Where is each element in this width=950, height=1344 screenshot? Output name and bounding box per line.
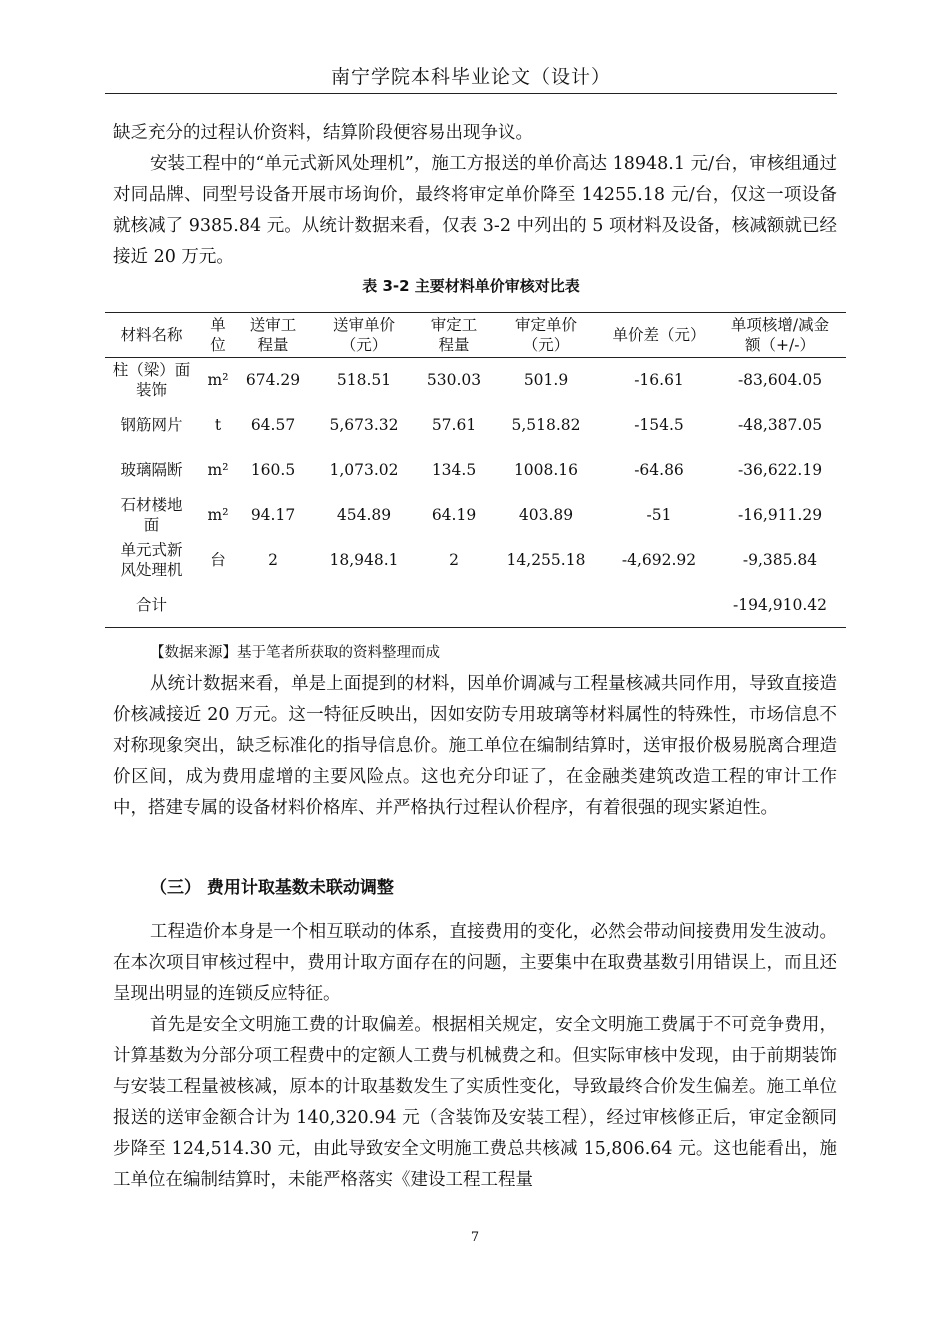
cell-unit: m² — [207, 506, 229, 524]
header-name: 材料名称 — [105, 313, 198, 358]
table-row — [105, 358, 846, 403]
cell-price-diff: -154.5 — [634, 416, 684, 434]
cell-price-diff: -51 — [646, 506, 672, 524]
table-row — [105, 448, 846, 493]
cell-approved-qty: 2 — [449, 551, 459, 569]
cell-approved-qty: 134.5 — [431, 461, 477, 479]
header-adjustment: 单项核增/减金 额（+/-） — [714, 313, 846, 358]
cell-submitted-qty: 2 — [268, 551, 278, 569]
cell-unit: t — [214, 416, 222, 434]
cell-name: 石材楼地 面 — [120, 496, 183, 534]
cell-name: 玻璃隔断 — [120, 461, 183, 479]
cell-name: 单元式新 风处理机 — [120, 541, 183, 579]
table-row — [105, 493, 846, 538]
cell-submitted-price: 1,073.02 — [329, 461, 399, 479]
cell-adjustment: -83,604.05 — [737, 371, 823, 390]
table-header-row — [105, 313, 846, 358]
cell-approved-price: 1008.16 — [513, 461, 579, 479]
cell-unit: 台 — [210, 551, 226, 569]
header-price-diff: 单价差（元） — [604, 313, 714, 358]
cell-submitted-qty: 94.17 — [250, 506, 296, 524]
cell-adjustment: -36,622.19 — [737, 461, 823, 479]
cell-adjustment: -9,385.84 — [742, 551, 818, 569]
page-number: 7 — [470, 1230, 480, 1245]
table-row — [105, 403, 846, 448]
table-caption: 表 3-2 主要材料单价审核对比表 — [362, 277, 580, 295]
cell-submitted-qty: 160.5 — [250, 461, 296, 479]
cell-approved-qty: 530.03 — [426, 371, 482, 390]
cell-submitted-qty: 64.57 — [250, 416, 296, 434]
cell-approved-qty: 57.61 — [431, 416, 477, 434]
cell-approved-price: 403.89 — [518, 506, 574, 524]
cell-approved-price: 501.9 — [523, 371, 569, 390]
paragraph-cost-system: 工程造价本身是一个相互联动的体系，直接费用的变化，必然会带动间接费用发生波动。在本次项目审核过程中，费用计取方面存在的问题，主要集中在取费基数引用错误上，而且还呈现出明显的连锁反应特征。 — [113, 922, 837, 1004]
paragraph-analysis: 从统计数据来看，单是上面提到的材料，因单价调减与工程量核减共同作用，导致直接造价核减接近 20 万元。这一特征反映出，因如安防专用玻璃等材料属性的特殊性，市场信息不对称现象突出，缺乏标准化的指导信息价。施工单位在编制结算时，送审报价极易脱离合理造价区间，成为费用虚增的主要风险点。这也充分印证了，在金融类建筑改造工程的审计工作中，搭建专属的设备材料价格库、并严格执行过程认价程序，有着很强的现实紧迫性。 — [113, 674, 837, 818]
cell-total-label: 合计 — [135, 595, 167, 614]
cell-submitted-price: 454.89 — [336, 506, 392, 524]
header-divider — [105, 93, 837, 94]
paragraph-fresh-air-unit: 安装工程中的“单元式新风处理机”，施工方报送的单价高达 18948.1 元/台，审核组通过对同品牌、同型号设备开展市场询价，最终将审定单价降至 14255.18 元/台，仅这一项设备就核减了 9385.84 元。从统计数据来看，仅表 3-2 中列出的 5 项材料及设备，核减额就已经接近 20 万元。 — [113, 154, 837, 267]
header-approved-qty: 审定工 程量 — [420, 313, 488, 358]
cell-total-amount: -194,910.42 — [733, 595, 827, 614]
header-unit: 单 位 — [198, 313, 238, 358]
paragraph-continued: 缺乏充分的过程认价资料，结算阶段便容易出现争议。 — [113, 123, 533, 143]
cell-price-diff: -16.61 — [634, 371, 684, 390]
table-total-row — [105, 583, 846, 628]
paragraph-safety-fee: 首先是安全文明施工费的计取偏差。根据相关规定，安全文明施工费属于不可竞争费用，计算基数为分部分项工程费中的定额人工费与机械费之和。但实际审核中发现，由于前期装饰与安装工程量被核减，原本的计取基数发生了实质性变化，导致最终合价发生偏差。施工单位报送的送审金额合计为 140,320.94 元（含装饰及安装工程），经过审核修正后，审定金额同步降至 124,514.30 元，由此导致安全文明施工费总共核减 15,806.64 元。这也能看出，施工单位在编制结算时，未能严格落实《建设工程工程量 — [113, 1015, 837, 1190]
material-price-table — [105, 312, 846, 628]
header-submitted-price: 送审单价 （元） — [308, 313, 420, 358]
cell-adjustment: -48,387.05 — [737, 416, 823, 434]
section-heading: （三） 费用计取基数未联动调整 — [150, 878, 394, 898]
cell-submitted-price: 518.51 — [336, 371, 392, 390]
cell-name: 钢筋网片 — [120, 416, 183, 434]
cell-submitted-price: 18,948.1 — [329, 551, 399, 569]
cell-price-diff: -4,692.92 — [621, 551, 697, 569]
table-row — [105, 538, 846, 583]
cell-approved-price: 5,518.82 — [511, 416, 581, 434]
cell-adjustment: -16,911.29 — [737, 506, 823, 524]
table-source-note: 【数据来源】基于笔者所获取的资料整理而成 — [150, 645, 440, 661]
cell-price-diff: -64.86 — [634, 461, 684, 479]
cell-unit: m² — [207, 461, 229, 479]
header-submitted-qty: 送审工 程量 — [238, 313, 308, 358]
cell-unit: m² — [207, 371, 229, 390]
running-header: 南宁学院本科毕业论文（设计） — [330, 66, 611, 88]
header-approved-price: 审定单价 （元） — [488, 313, 604, 358]
cell-approved-price: 14,255.18 — [506, 551, 586, 569]
cell-submitted-qty: 674.29 — [245, 371, 301, 390]
cell-name: 柱（梁）面 装饰 — [112, 361, 191, 400]
cell-submitted-price: 5,673.32 — [329, 416, 399, 434]
cell-approved-qty: 64.19 — [431, 506, 477, 524]
